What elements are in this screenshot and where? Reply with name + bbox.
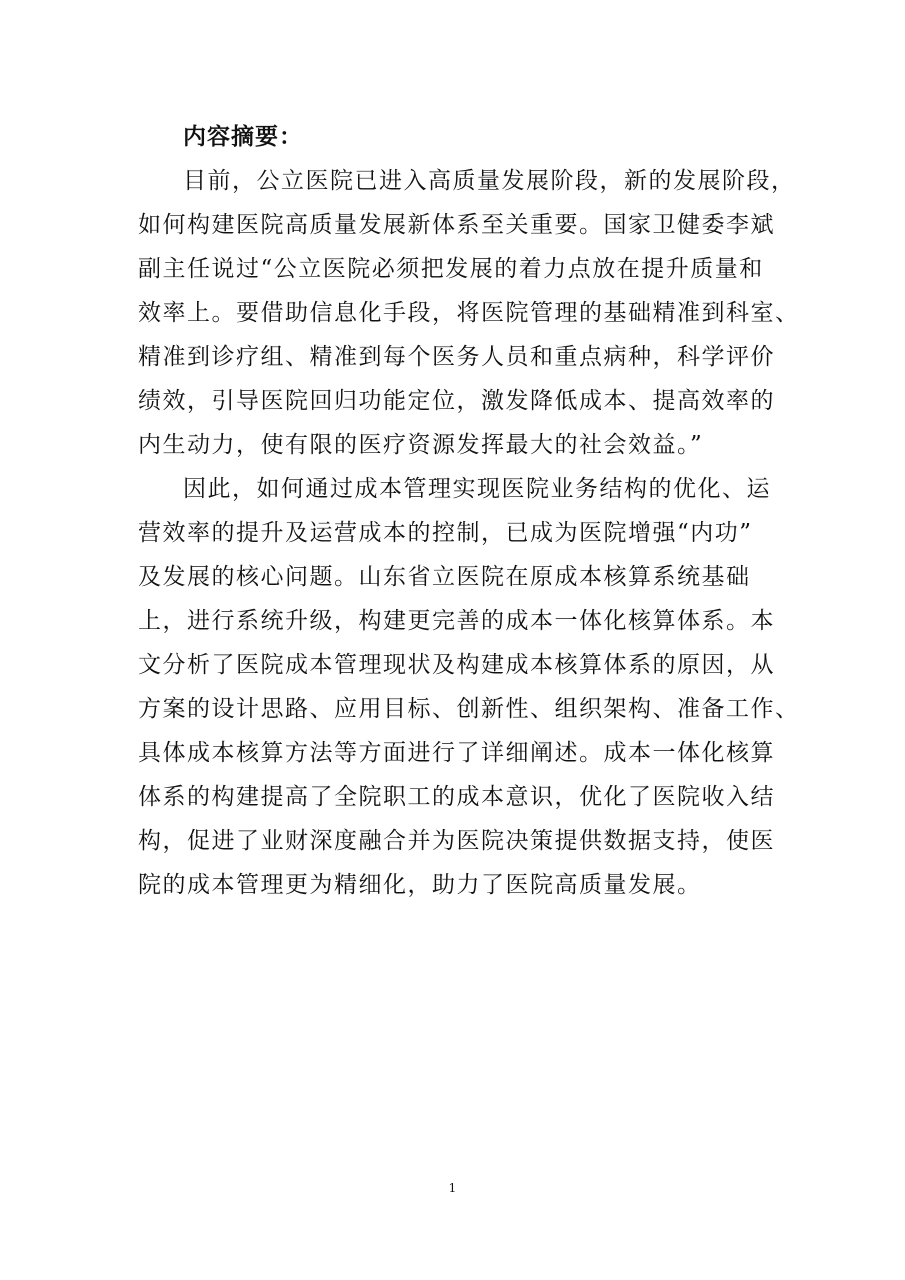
text-line: 目前，公立医院已进入高质量发展阶段，新的发展阶段， — [183, 168, 796, 194]
text-line: 因此，如何通过成本管理实现医院业务结构的优化、运 — [183, 476, 771, 502]
text-line: 方案的设计思路、应用目标、创新性、组织架构、准备工作、 — [138, 696, 800, 722]
text-line: 副主任说过“公立医院必须把发展的着力点放在提升质量和 — [138, 256, 764, 282]
text-line: 如何构建医院高质量发展新体系至关重要。国家卫健委李斌 — [138, 212, 775, 238]
text-line: 院的成本管理更为精细化，助力了医院高质量发展。 — [138, 872, 702, 898]
text-line: 营效率的提升及运营成本的控制，已成为医院增强“内功” — [138, 520, 753, 546]
text-line: 体系的构建提高了全院职工的成本意识，优化了医院收入结 — [138, 784, 775, 810]
text-line: 精准到诊疗组、精准到每个医务人员和重点病种，科学评价 — [138, 344, 775, 370]
text-line: 效率上。要借助信息化手段，将医院管理的基础精准到科室、 — [138, 300, 800, 326]
text-line: 内生动力，使有限的医疗资源发挥最大的社会效益。” — [138, 432, 704, 458]
text-line: 具体成本核算方法等方面进行了详细阐述。成本一体化核算 — [138, 740, 775, 766]
abstract-heading: 内容摘要： — [183, 124, 303, 150]
text-line: 构，促进了业财深度融合并为医院决策提供数据支持，使医 — [138, 828, 775, 854]
text-line: 文分析了医院成本管理现状及构建成本核算体系的原因，从 — [138, 652, 775, 678]
text-line: 上，进行系统升级，构建更完善的成本一体化核算体系。本 — [138, 608, 775, 634]
text-line: 绩效，引导医院回归功能定位，激发降低成本、提高效率的 — [138, 388, 775, 414]
text-line: 及发展的核心问题。山东省立医院在原成本核算系统基础 — [138, 564, 751, 590]
page-number: 1 — [448, 1181, 457, 1195]
